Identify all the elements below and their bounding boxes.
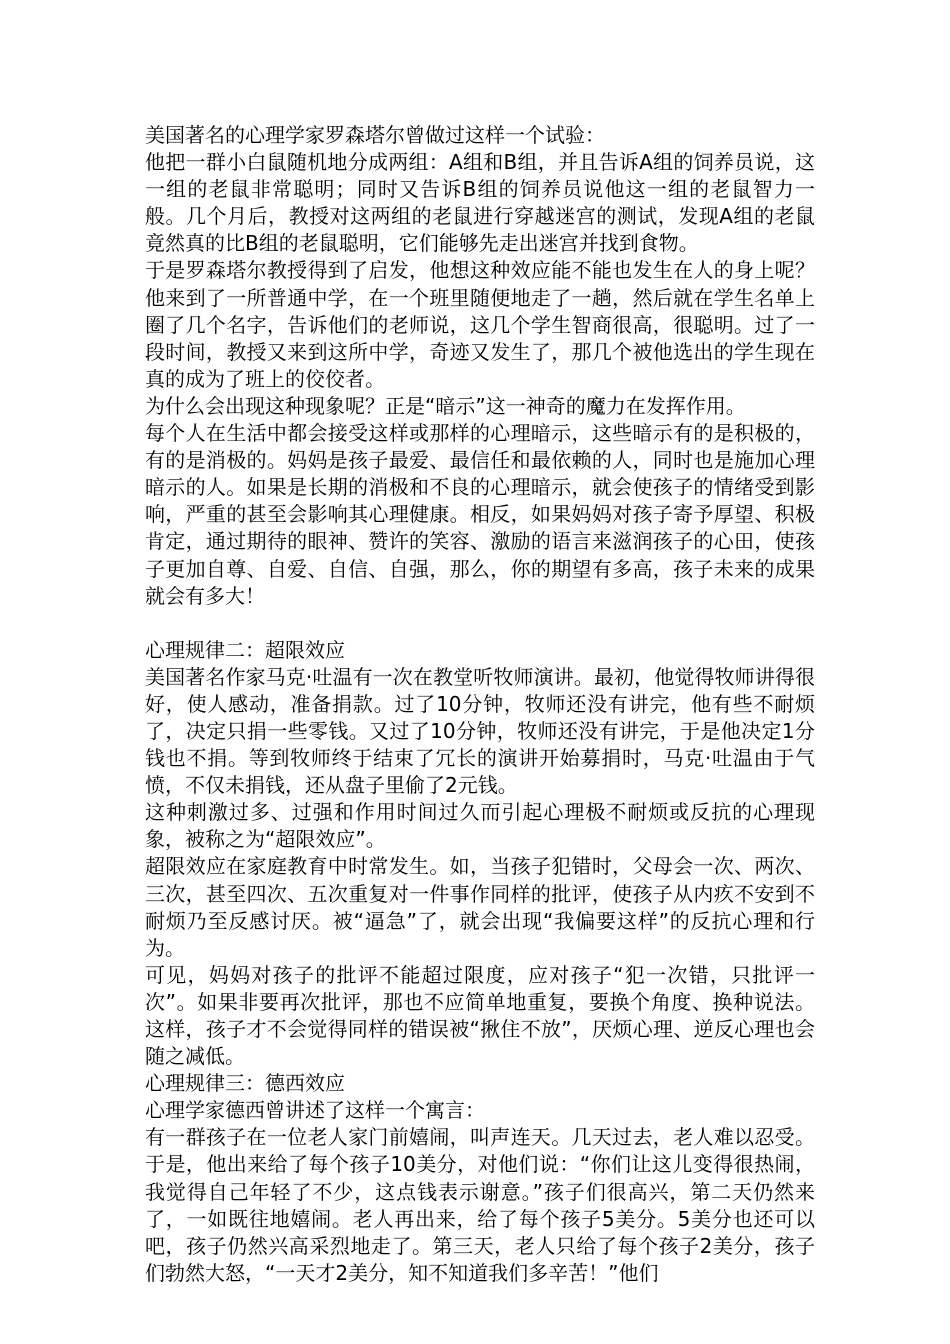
blank-line: [145, 610, 815, 637]
paragraph-mark-twain-story: 美国著名作家马克·吐温有一次在教堂听牧师演讲。最初，他觉得牧师讲得很好，使人感动，准备捐款。过了10分钟，牧师还没有讲完，他有些不耐烦了，决定只捐一些零钱。又过了10分钟，牧师还没有讲完，于是他决定1分钱也不捐。等到牧师终于结束了冗长的演讲开始募捐时，马克·吐温由于气愤，不仅未捐钱，还从盘子里偷了2元钱。: [145, 664, 815, 798]
paragraph-intro-experiment: 美国著名的心理学家罗森塔尔曾做过这样一个试验：: [145, 123, 605, 147]
paragraph-overlimit-definition: 这种刺激过多、过强和作用时间过久而引起心理极不耐烦或反抗的心理现象，被称之为“超限效应”。: [145, 800, 815, 852]
section-heading-overlimit-effect: 心理规律二：超限效应: [145, 637, 345, 662]
paragraph-overlimit-family: 超限效应在家庭教育中时常发生。如，当孩子犯错时，父母会一次、两次、三次，甚至四次、五次重复对一件事作同样的批评，使孩子从内疚不安到不耐烦乃至反感讨厌。被“逼急”了，就会出现“我偏要这样”的反抗心理和行为。: [145, 854, 815, 960]
paragraph-psychological-suggestion: 每个人在生活中都会接受这样或那样的心理暗示，这些暗示有的是积极的，有的是消极的。妈妈是孩子最爱、最信任和最依赖的人，同时也是施加心理暗示的人。如果是长期的消极和不良的心理暗示，就会使孩子的情绪受到影响，严重的甚至会影响其心理健康。相反，如果妈妈对孩子寄予厚望、积极肯定，通过期待的眼神、赞许的笑容、激励的语言来滋润孩子的心田，使孩子更加自尊、自爱、自信、自强，那么，你的期望有多高，孩子未来的成果就会有多大！: [145, 421, 815, 608]
paragraph-deci-fable-intro: 心理学家德西曾讲述了这样一个寓言：: [145, 1098, 485, 1123]
paragraph-overlimit-advice: 可见，妈妈对孩子的批评不能超过限度，应对孩子“犯一次错，只批评一次”。如果非要再次批评，那也不应简单地重复，要换个角度、换种说法。这样，孩子才不会觉得同样的错误被“揪住不放”，厌烦心理、逆反心理也会随之减低。: [145, 962, 815, 1069]
paragraph-suggestion-question: 为什么会出现这种现象呢？正是“暗示”这一神奇的魔力在发挥作用。: [145, 393, 746, 418]
document-page: [145, 122, 815, 1287]
paragraph-deci-fable-story: 有一群孩子在一位老人家门前嬉闹，叫声连天。几天过去，老人难以忍受。于是，他出来给了每个孩子10美分，对他们说：“你们让这儿变得很热闹，我觉得自己年轻了不少，这点钱表示谢意。”孩子们很高兴，第二天仍然来了，一如既往地嬉闹。老人再出来，给了每个孩子5美分。5美分也还可以吧，孩子仍然兴高采烈地走了。第三天，老人只给了每个孩子2美分，孩子们勃然大怒，“一天才2美分，知不知道我们多辛苦！”他们: [145, 1125, 815, 1285]
section-heading-deci-effect: 心理规律三：德西效应: [145, 1071, 345, 1096]
paragraph-mouse-experiment: 他把一群小白鼠随机地分成两组：A组和B组，并且告诉A组的饲养员说，这一组的老鼠非常聪明；同时又告诉B组的饲养员说他这一组的老鼠智力一般。几个月后，教授对这两组的老鼠进行穿越迷宫的测试，发现A组的老鼠竟然真的比B组的老鼠聪明，它们能够先走出迷宫并找到食物。: [145, 150, 815, 256]
paragraph-school-experiment: 于是罗森塔尔教授得到了启发，他想这种效应能不能也发生在人的身上呢？他来到了一所普通中学，在一个班里随便地走了一趟，然后就在学生名单上圈了几个名字，告诉他们的老师说，这几个学生智商很高，很聪明。过了一段时间，教授又来到这所中学，奇迹又发生了，那几个被他选出的学生现在真的成为了班上的佼佼者。: [145, 258, 815, 391]
